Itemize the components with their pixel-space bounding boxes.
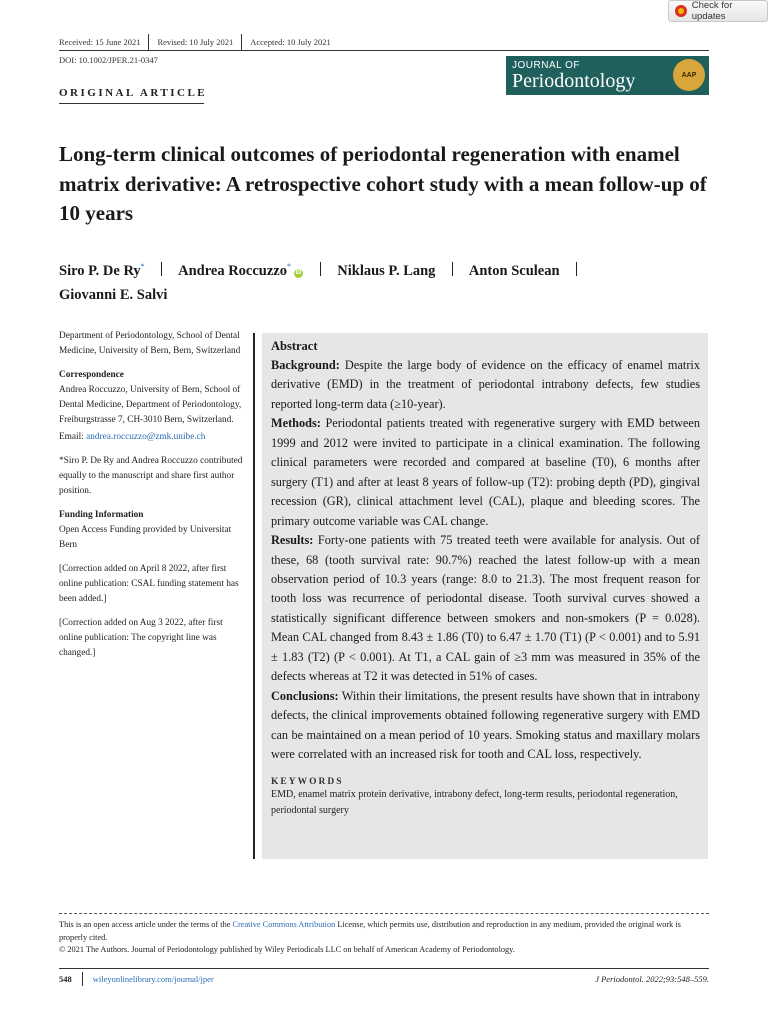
abstract-conclusions: Conclusions: Within their limitations, the present results have shown that in intrabony defects, the clinical improvements obtained following regenerative surgery with EMD can be maintained on a mean period of 10 years. Smoking status and maxillary molars were correlated with an increased risk for tooth and CAL loss, respectively. bbox=[271, 688, 700, 762]
author-3[interactable]: Niklaus P. Lang bbox=[337, 262, 436, 279]
journal-site-link[interactable]: wileyonlinelibrary.com/journal/jper bbox=[92, 974, 214, 984]
journal-logo-name: Periodontology bbox=[512, 69, 636, 92]
license-link[interactable]: Creative Commons Attribution bbox=[232, 920, 336, 929]
journal-logo-small: JOURNAL OF bbox=[512, 59, 580, 71]
correspondence-email: Email: andrea.roccuzzo@zmk.unibe.ch bbox=[59, 432, 206, 442]
received-date: Received: 15 June 2021 bbox=[59, 37, 141, 47]
accepted-date: Accepted: 10 July 2021 bbox=[250, 37, 331, 47]
side-info bbox=[59, 329, 245, 670]
divider bbox=[320, 262, 321, 276]
crossmark-icon bbox=[675, 5, 687, 17]
abstract-text bbox=[271, 356, 700, 765]
correction-note-1: [Correction added on April 8 2022, after first online publication: CSAL funding statement has been added.] bbox=[59, 564, 239, 604]
abstract-heading: Abstract bbox=[271, 339, 318, 353]
divider bbox=[82, 972, 83, 986]
license-notes bbox=[59, 919, 709, 957]
equal-contribution-note: *Siro P. De Ry and Andrea Roccuzzo contributed equally to the manuscript and share first author position. bbox=[59, 456, 243, 496]
abstract-methods: Methods: Periodontal patients treated with regenerative surgery with EMD between 1999 and 2012 were invited to participate in a clinical examination. The following clinical parameters were recorded and compared at baseline (T0), 6 months after surgery (T1) and after at least 8 years of follow-up (T2): probing depth (PD), gingival recession (GR), clinical attachment level (CAL), plaque and bleeding scores. The primary outcome variable was CAL change. bbox=[271, 416, 700, 528]
footnote-rule bbox=[59, 913, 709, 914]
divider bbox=[452, 262, 453, 276]
abstract-rule bbox=[253, 333, 255, 859]
check-updates-label: Check for updates bbox=[691, 0, 733, 22]
affiliation: Department of Periodontology, School of Dental Medicine, University of Bern, Bern, Switzerland bbox=[59, 331, 241, 356]
page-footer bbox=[59, 972, 709, 986]
divider bbox=[576, 262, 577, 276]
doi: DOI: 10.1002/JPER.21-0347 bbox=[59, 55, 158, 65]
email-link[interactable]: andrea.roccuzzo@zmk.unibe.ch bbox=[86, 432, 206, 442]
divider bbox=[161, 262, 162, 276]
funding-text: Open Access Funding provided by Universitat Bern bbox=[59, 525, 232, 550]
author-1[interactable]: Siro P. De Ry* bbox=[59, 262, 145, 279]
abstract-box bbox=[262, 333, 708, 859]
orcid-icon[interactable]: iD bbox=[295, 269, 302, 276]
funding-heading: Funding Information bbox=[59, 510, 144, 520]
author-2[interactable]: Andrea Roccuzzo*iD bbox=[178, 262, 302, 279]
dates-row bbox=[59, 34, 339, 50]
header-rule bbox=[59, 50, 709, 51]
aap-seal-icon: AAP bbox=[673, 59, 705, 91]
article-title: Long-term clinical outcomes of periodontal regeneration with enamel matrix derivative: A retrospective cohort study with a mean follow-up of 10 years bbox=[59, 142, 707, 225]
correction-note-2: [Correction added on Aug 3 2022, after first online publication: The copyright line was changed.] bbox=[59, 618, 223, 658]
copyright-text: © 2021 The Authors. Journal of Periodontology published by Wiley Periodicals LLC on behalf of American Academy of Periodontology. bbox=[59, 945, 515, 954]
keywords: EMD, enamel matrix protein derivative, intrabony defect, long-term results, periodontal regeneration, periodontal surgery bbox=[271, 788, 678, 816]
author-list bbox=[59, 255, 719, 307]
section-label: ORIGINAL ARTICLE bbox=[59, 87, 208, 99]
revised-date: Revised: 10 July 2021 bbox=[157, 37, 234, 47]
correspondence-heading: Correspondence bbox=[59, 370, 124, 380]
footer-rule bbox=[59, 968, 709, 969]
journal-logo[interactable] bbox=[506, 56, 709, 95]
abstract-results: Results: Forty-one patients with 75 treated teeth were available for analysis. Out of these, 68 (tooth survival rate: 90.7%) reached the latest follow-up with a mean observation period of 10.3 years (range: 8.0 to 21.3). The most frequent reason for tooth loss was recurrence of periodontal disease. Tooth survival curves showed a statistically significant difference between smokers and non-smokers (P = 0.028). Mean CAL changed from 8.43 ± 1.86 (T0) to 6.47 ± 1.70 (T1) (P < 0.001) and to 5.91 ± 1.83 (T2) (P < 0.001). At T1, a CAL gain of ≥3 mm was measured in 35% of the defects whereas at T2 it was detected in 51% of cases. bbox=[271, 533, 700, 684]
citation: J Periodontol. 2022;93:548–559. bbox=[595, 974, 709, 984]
author-5[interactable]: Giovanni E. Salvi bbox=[59, 286, 168, 303]
author-4[interactable]: Anton Sculean bbox=[468, 262, 560, 279]
abstract-background: Background: Despite the large body of evidence on the efficacy of enamel matrix derivative (EMD) in the treatment of periodontal intrabony defects, few studies reported long-term data (≥10-year). bbox=[271, 358, 700, 411]
correspondence-text: Andrea Roccuzzo, University of Bern, School of Dental Medicine, Department of Periodontology, Freiburgstrasse 7, CH-3010 Bern, Switzerland. bbox=[59, 385, 242, 425]
check-updates-button[interactable] bbox=[668, 0, 768, 22]
keywords-heading: KEYWORDS bbox=[271, 776, 344, 787]
license-text: This is an open access article under the terms of the Creative Commons Attribution License, which permits use, distribution and reproduction in any medium, provided the original work is properly cited. bbox=[59, 920, 681, 942]
section-underline bbox=[59, 103, 204, 104]
page-number: 548 bbox=[59, 974, 72, 984]
